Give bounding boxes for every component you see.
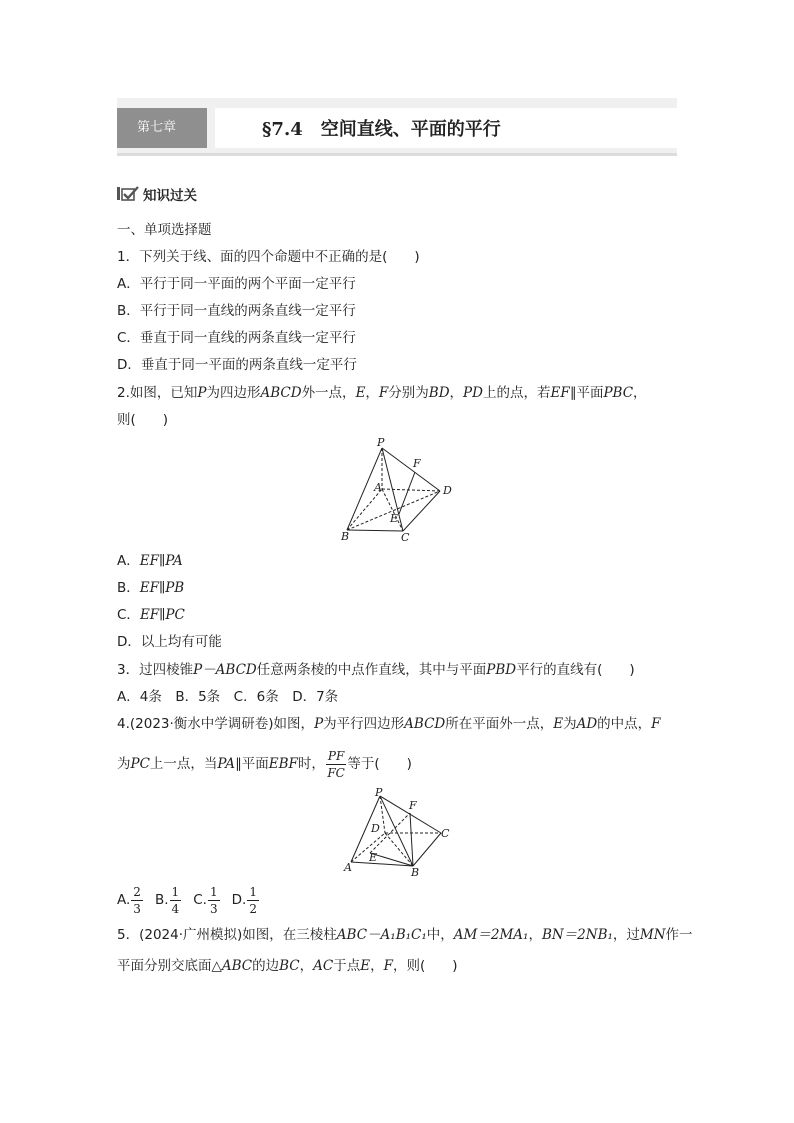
label-E: E bbox=[369, 851, 378, 864]
label-D: D bbox=[371, 822, 380, 835]
label-A: A bbox=[344, 861, 352, 874]
checklist-icon bbox=[117, 186, 139, 202]
q2-option-c: C．EF∥PC bbox=[117, 607, 185, 623]
label-C: C bbox=[441, 827, 450, 840]
q3-options: A．4条 B．5条 C．6条 D．7条 bbox=[117, 689, 339, 705]
q2-stem: 2.如图，已知P为四边形ABCD外一点，E，F分别为BD，PD上的点，若EF∥平面PBC， bbox=[117, 385, 647, 401]
q2-option-a: A．EF∥PA bbox=[117, 553, 183, 569]
page-title: §7.4 空间直线、平面的平行 bbox=[262, 119, 501, 140]
label-C: C bbox=[401, 531, 410, 544]
q5-stem: 5．(2024·广州模拟)如图，在三棱柱ABC－A₁B₁C₁中，AM＝2MA₁，BN＝2NB₁，过MN作一 bbox=[117, 927, 693, 943]
q4-stem: 4.(2023·衡水中学调研卷)如图，P为平行四边形ABCD所在平面外一点，E为AD的中点，F bbox=[117, 716, 661, 732]
label-B: B bbox=[341, 530, 350, 543]
chapter-tab: 第七章 bbox=[117, 108, 207, 148]
q1-option-b: B．平行于同一直线的两条直线一定平行 bbox=[117, 303, 356, 319]
label-P: P bbox=[375, 786, 383, 799]
q1-option-c: C．垂直于同一直线的两条直线一定平行 bbox=[117, 330, 356, 346]
section-label: 知识过关 bbox=[143, 188, 197, 204]
q4-stem-line2: 为PC上一点，当PA∥平面EBF时， $\frac{PF}{FC}$ 等于( ) bbox=[117, 748, 412, 780]
part-heading: 一、单项选择题 bbox=[117, 222, 212, 238]
label-P: P bbox=[377, 436, 385, 449]
label-E: E bbox=[390, 512, 399, 525]
q2-stem-line2: 则( ) bbox=[117, 412, 169, 428]
label-D: D bbox=[443, 484, 452, 497]
label-F: F bbox=[413, 457, 421, 470]
q4-pyramid-figure bbox=[335, 785, 460, 880]
q3-stem: 3．过四棱锥P－ABCD任意两条棱的中点作直线，其中与平面PBD平行的直线有( ) bbox=[117, 662, 635, 678]
q1-option-a: A．平行于同一平面的两个平面一定平行 bbox=[117, 276, 356, 292]
label-F: F bbox=[409, 799, 417, 812]
q4-options: A. $\frac{2}{3}$ B. $\frac{1}{4}$ C. $\frac{1}{3}$ D. $\frac{1}{2}$ bbox=[117, 884, 257, 916]
q5-stem-line2: 平面分别交底面△ABC的边BC，AC于点E，F，则( ) bbox=[117, 958, 458, 974]
label-B: B bbox=[411, 866, 420, 879]
q4-fraction: $\frac{PF}{FC}$ bbox=[327, 748, 345, 780]
label-A: A bbox=[374, 481, 382, 494]
q1-stem: 1．下列关于线、面的四个命题中不正确的是( ) bbox=[117, 249, 420, 265]
q2-option-d: D．以上均有可能 bbox=[117, 634, 222, 650]
q2-option-b: B．EF∥PB bbox=[117, 580, 185, 596]
q2-pyramid-figure bbox=[330, 434, 470, 544]
q1-option-d: D．垂直于同一平面的两条直线一定平行 bbox=[117, 357, 357, 373]
